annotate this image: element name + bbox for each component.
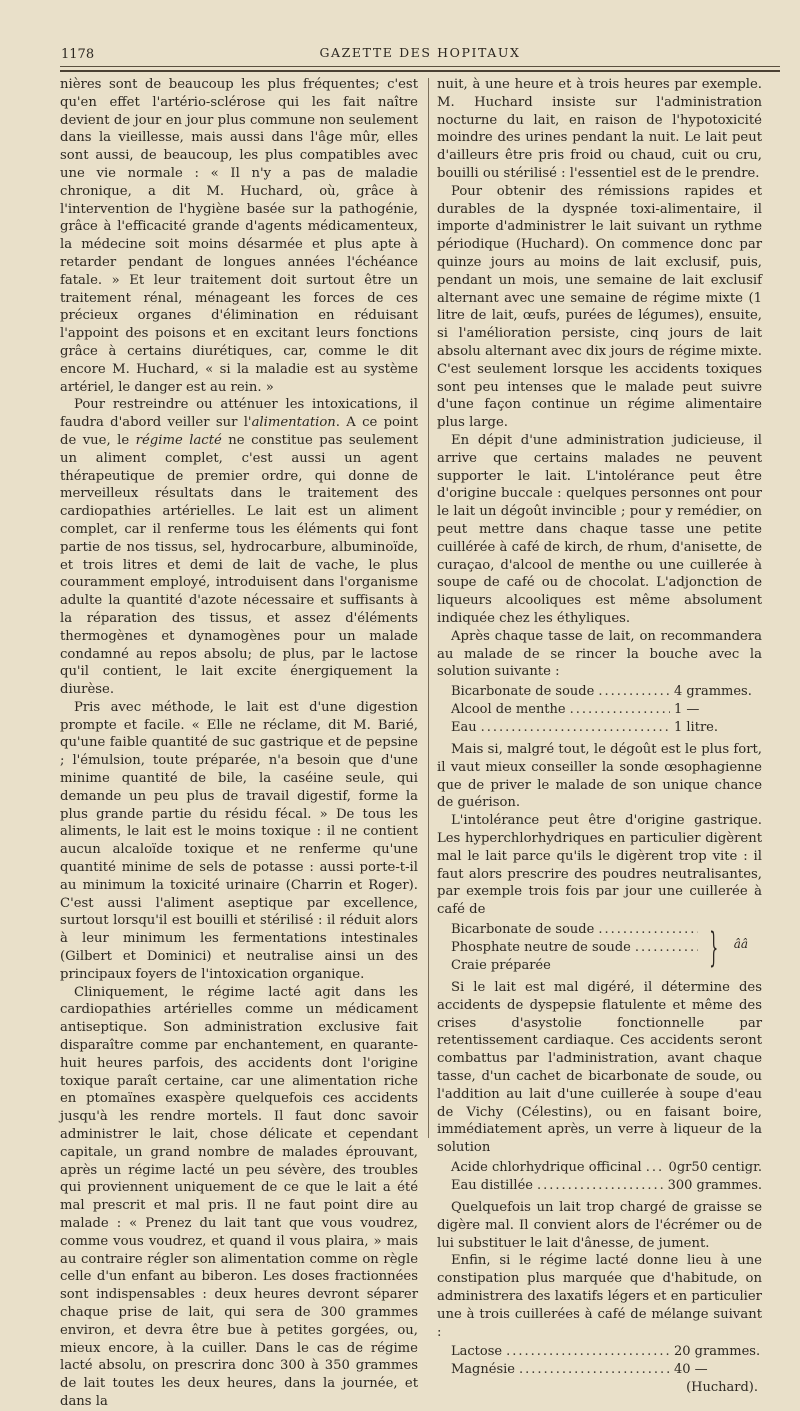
recipe-row: Bicarbonate de soude ..... <box>451 921 762 939</box>
recipe-row: Eau distillée ..... 300 grammes. <box>451 1177 762 1195</box>
paragraph: Enfin, si le régime lacté donne lieu à une constipation plus marquée que d'habitude, on administrera des laxatifs légers et en particulier une à trois cuillerées à café de mélange suivant : <box>437 1253 762 1340</box>
paragraph: Après chaque tasse de lait, on recommandera au malade de se rincer la bouche avec la solution suivante : <box>437 628 762 680</box>
page-number: 1178 <box>61 47 95 62</box>
header-rule-thick <box>60 70 780 72</box>
recipe-row: Magnésie ..... 40 — <box>451 1361 762 1379</box>
header-rule <box>60 66 780 67</box>
recipe-acid-solution <box>451 1159 762 1195</box>
paragraph: L'intolérance peut être d'origine gastrique. Les hyperchlorhydriques en particulier digèrent mal le lait parce qu'ils le digèrent trop vite : il faut alors prescrire des poudres neutralisantes, par exemple trois fois par jour une cuillerée à café de <box>437 813 762 918</box>
recipe-quantity-aa: ââ <box>733 937 748 952</box>
recipe-row: Bicarbonate de soude ..... 4 grammes. <box>451 683 762 701</box>
paragraph: Pour obtenir des rémissions rapides et durables de la dyspnée toxi-alimentaire, il importe d'administrer le lait suivant un rythme périodique (Huchard). On commence donc par quinze jours au moins de lait exclusif, puis, pendant un mois, une semaine de lait exclusif alternant avec une semaine de régime mixte (1 litre de lait, œufs, purées de légumes), ensuite, si l'amélioration persiste, cinq jours de lait absolu alternant avec dix jours de régime mixte. C'est seulement lorsque les accidents toxiques sont peu intenses que le malade peut suivre d'une façon continue un régime alimentaire plus large. <box>437 183 762 431</box>
column-divider <box>428 78 429 1138</box>
recipe-laxative <box>451 1343 762 1397</box>
brace: } <box>708 925 718 972</box>
paragraph: Quelquefois un lait trop chargé de graisse se digère mal. Il convient alors de l'écrémer ou de lui substituer le lait d'ânesse, de jument. <box>437 1200 762 1251</box>
attribution: (Huchard). <box>686 1380 758 1396</box>
recipe-powders <box>451 921 762 975</box>
paragraph: Mais si, malgré tout, le dégoût est le plus fort, il vaut mieux conseiller la sonde œsophagienne que de priver le malade de son unique chance de guérison. <box>437 742 762 811</box>
paragraph: nières sont de beaucoup les plus fréquentes; c'est qu'en effet l'artério-sclérose qui les fait naître devient de jour en jour plus commune non seulement dans la vieillesse, mais aussi dans l'âge mûr, elles sont aussi, de beaucoup, les plus compatibles avec une vie normale : « Il n'y a pas de maladie chronique, a dit M. Huchard, où, grâce à l'intervention de l'hygiène basée sur la pathogénie, grâce à l'efficacité grande d'agents médicamenteux, la médecine soit moins désarmée et plus apte à retarder pendant de longues années l'échéance fatale. » Et leur traitement doit surtout être un traitement rénal, ménageant les forces de ces précieux organes d'élimination en réduisant l'appoint des poisons et en excitant leurs fonctions grâce à certains diurétiques, car, comme le dit encore M. Huchard, « si la maladie est au système artériel, le danger est au rein. » <box>60 77 418 395</box>
recipe-row: Acide chlorhydrique officinal ..... 0gr50 centigr. <box>451 1159 762 1177</box>
paragraph: Si le lait est mal digéré, il détermine des accidents de dyspepsie flatulente et même des crises d'asystolie fonctionnelle par retentissement cardiaque. Ces accidents seront combattus par l'administration, avant chaque tasse, d'un cachet de bicarbonate de soude, ou l'addition au lait d'une cuillerée à soupe d'eau de Vichy (Célestins), ou en faisant boire, immédiatement après, un verre à liqueur de la solution <box>437 980 762 1156</box>
paragraph: En dépit d'une administration judicieuse, il arrive que certains malades ne peuvent supporter le lait. L'intolérance peut être d'origine buccale : quelques personnes ont pour le lait un dégoût invincible ; pour y remédier, on peut mettre dans chaque tasse une petite cuillérée à café de kirch, de rhum, d'anisette, de curaçao, d'alcool de menthe ou une cuillerée à soupe de café ou de chocolat. L'adjonction de liqueurs alcooliques est même absolument indiquée chez les éthyliques. <box>437 432 762 626</box>
emphasis-alimentation: alimentation <box>251 415 336 431</box>
left-column <box>60 76 418 1411</box>
emphasis-regime-lacte: régime lacté <box>135 432 222 448</box>
right-column <box>437 76 762 1401</box>
paragraph: Pour restreindre ou atténuer les intoxications, il faudra d'abord veiller sur l'alimentation. A ce point de vue, le régime lacté ne constitue pas seulement un aliment complet, c'est aussi un agent thérapeutique de premier ordre, qui donne de merveilleux résultats dans le traitement des cardiopathies artérielles. Le lait est un aliment complet, car il renferme tous les éléments qui font partie de nos tissus, sel, hydrocarbure, albuminoïde, et trois litres et demi de lait de vache, le plus couramment employé, introduisent dans l'organisme adulte la quantité d'azote nécessaire et suffisants à la réparation des tissus, et assez d'éléments thermogènes et dynamogènes pour un malade condamné au repos absolu; de plus, par le lactose qu'il contient, le lait excite énergiquement la diurèse. <box>60 397 419 698</box>
recipe-row: Craie préparée <box>451 958 551 974</box>
journal-title: GAZETTE DES HOPITAUX <box>319 45 521 60</box>
recipe-row: Alcool de menthe ..... 1 — <box>451 701 762 719</box>
recipe-row: Phosphate neutre de soude ..... <box>451 939 762 957</box>
recipe-row: Lactose ..... 20 grammes. <box>451 1343 762 1361</box>
paragraph: Cliniquement, le régime lacté agit dans les cardiopathies artérielles comme un médicament antiseptique. Son administration exclusive fait disparaître comme par enchantement, en quarante-huit heures parfois, des accidents dont l'origine toxique paraît certaine, car une alimentation riche en ptomaïnes exaspère quelquefois ces accidents jusqu'à les rendre mortels. Il faut donc savoir administrer le lait, chose délicate et cependant capitale, un grand nombre de malades éprouvant, après un régime lacté un peu sévère, des troubles qui proviennent uniquement de ce que le lait a été mal prescrit et mal pris. Il ne faut point dire au malade : « Prenez du lait tant que vous voudrez, comme vous voudrez, et quand il vous plaira, » mais au contraire régler son alimentation comme on règle celle d'un enfant au biberon. Les doses fractionnées sont indispensables : deux heures devront séparer chaque prise de lait, qui sera de 300 grammes environ, et devra être bue à petites gorgées, ou, mieux encore, à la cuiller. Dans le cas de régime lacté absolu, on prescrira donc 300 à 350 grammes de lait toutes les deux heures, dans la journée, et dans la <box>60 984 418 1409</box>
paragraph: nuit, à une heure et à trois heures par exemple. M. Huchard insiste sur l'administration nocturne du lait, en raison de l'hypotoxicité moindre des urines pendant la nuit. Le lait peut d'ailleurs être pris froid ou chaud, cuit ou cru, bouilli ou stérilisé : l'essentiel est de le prendre. <box>437 77 762 181</box>
recipe-row: Eau ..... 1 litre. <box>451 719 762 737</box>
paragraph: Pris avec méthode, le lait est d'une digestion prompte et facile. « Elle ne réclame, dit M. Barié, qu'une faible quantité de suc gastrique et de pepsine ; l'émulsion, toute préparée, n'a besoin que d'une minime quantité de bile, la caséine seule, qui demande un peu plus de travail digestif, forme la plus grande partie du résidu fécal. » De tous les aliments, le lait est le moins toxique : il ne contient aucun alcaloïde toxique et ne renferme qu'une quantité minime de sels de potasse : aussi porte-t-il au minimum la toxicité urinaire (Charrin et Roger). C'est aussi l'aliment aseptique par excellence, surtout lorsqu'il est bouilli et stérilisé : il réduit alors à leur minimum les fermentations intestinales (Gilbert et Dominici) et neutralise ainsi un des principaux foyers de l'intoxication organique. <box>60 699 418 982</box>
recipe-mouthwash <box>451 683 762 737</box>
